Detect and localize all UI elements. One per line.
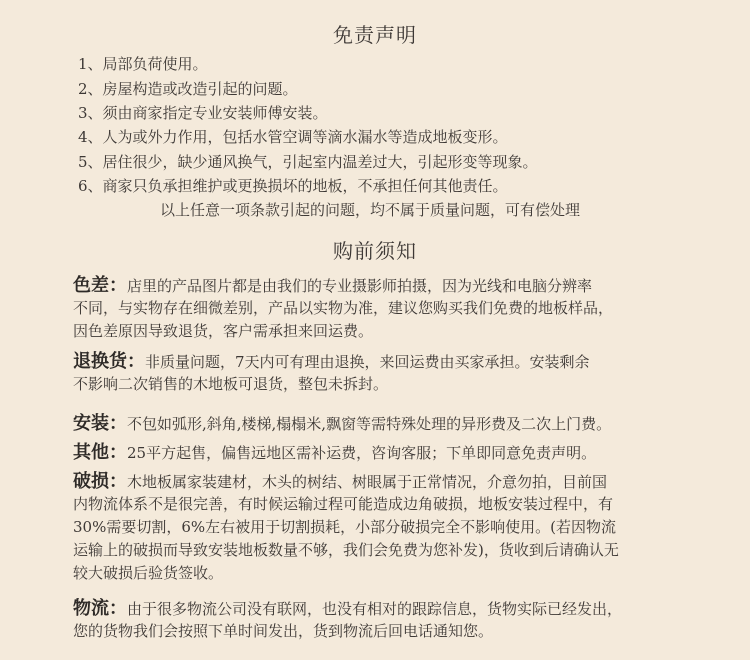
notice-title: 购前须知 xyxy=(333,239,417,263)
notice-logistics xyxy=(73,597,683,643)
install-text-1: 不包如弧形,斜角,楼梯,榻榻米,飘窗等需特殊处理的异形费及二次上门费。 xyxy=(127,415,612,433)
other-label: 其他： xyxy=(73,442,127,463)
damage-text-1: 木地板属家装建材，木头的树结、树眼属于正常情况，介意勿拍，目前国 xyxy=(127,473,608,491)
color-diff-label: 色差： xyxy=(73,275,127,296)
return-label: 退换货： xyxy=(73,351,145,372)
damage-text-5: 较大破损后验货签收。 xyxy=(73,564,224,582)
disclaimer-item-2: 2、房屋构造或改造引起的问题。 xyxy=(78,80,298,98)
notice-return xyxy=(73,350,683,396)
return-text-1: 非质量问题，7天内可有理由退换，来回运费由买家承担。安装剩余 xyxy=(145,353,590,371)
damage-text-4: 运输上的破损而导致安装地板数量不够，我们会免费为您补发)，货收到后请确认无 xyxy=(73,541,619,559)
install-label: 安装： xyxy=(73,413,127,434)
disclaimer-item-6: 6、商家只负承担维护或更换损坏的地板，不承担任何其他责任。 xyxy=(78,177,508,195)
notice-color-diff xyxy=(73,274,683,343)
damage-label: 破损： xyxy=(73,471,127,492)
color-diff-text-2: 不同，与实物存在细微差别，产品以实物为准，建议您购买我们免费的地板样品， xyxy=(73,299,614,317)
return-line-1 xyxy=(73,350,683,373)
logistics-label: 物流： xyxy=(73,598,127,619)
color-diff-text-1: 店里的产品图片都是由我们的专业摄影师拍摄，因为光线和电脑分辨率 xyxy=(127,277,593,295)
disclaimer-item-1: 1、局部负荷使用。 xyxy=(78,55,208,73)
color-diff-text-3: 因色差原因导致退货，客户需承担来回运费。 xyxy=(73,322,374,340)
disclaimer-item-5: 5、居住很少，缺少通风换气，引起室内温差过大，引起形变等现象。 xyxy=(78,153,538,171)
logistics-text-2: 您的货物我们会按照下单时间发出，货到物流后回电话通知您。 xyxy=(73,622,494,640)
damage-text-3: 30%需要切割，6%左右被用于切割损耗，小部分破损完全不影响使用。(若因物流 xyxy=(73,518,616,536)
notice-install xyxy=(73,412,683,435)
disclaimer-item-3: 3、须由商家指定专业安装师傅安装。 xyxy=(78,104,328,122)
disclaimer-summary: 以上任意一项条款引起的问题，均不属于质量问题，可有偿处理 xyxy=(160,201,581,219)
logistics-text-1: 由于很多物流公司没有联网，也没有相对的跟踪信息，货物实际已经发出， xyxy=(127,600,623,618)
disclaimer-title: 免责声明 xyxy=(333,23,417,47)
color-diff-line-1 xyxy=(73,274,683,297)
logistics-line-1 xyxy=(73,597,683,620)
disclaimer-item-4: 4、人为或外力作用，包括水管空调等滴水漏水等造成地板变形。 xyxy=(78,128,508,146)
notice-other xyxy=(73,441,683,464)
notice-damage xyxy=(73,470,683,585)
install-line-1 xyxy=(73,412,683,435)
return-text-2: 不影响二次销售的木地板可退货，整包未拆封。 xyxy=(73,375,389,393)
damage-line-1 xyxy=(73,470,683,493)
damage-text-2: 内物流体系不是很完善，有时候运输过程可能造成边角破损，地板安装过程中，有 xyxy=(73,495,614,513)
other-text-1: 25平方起售，偏售远地区需补运费，咨询客服；下单即同意免责声明。 xyxy=(127,444,597,462)
other-line-1 xyxy=(73,441,683,464)
